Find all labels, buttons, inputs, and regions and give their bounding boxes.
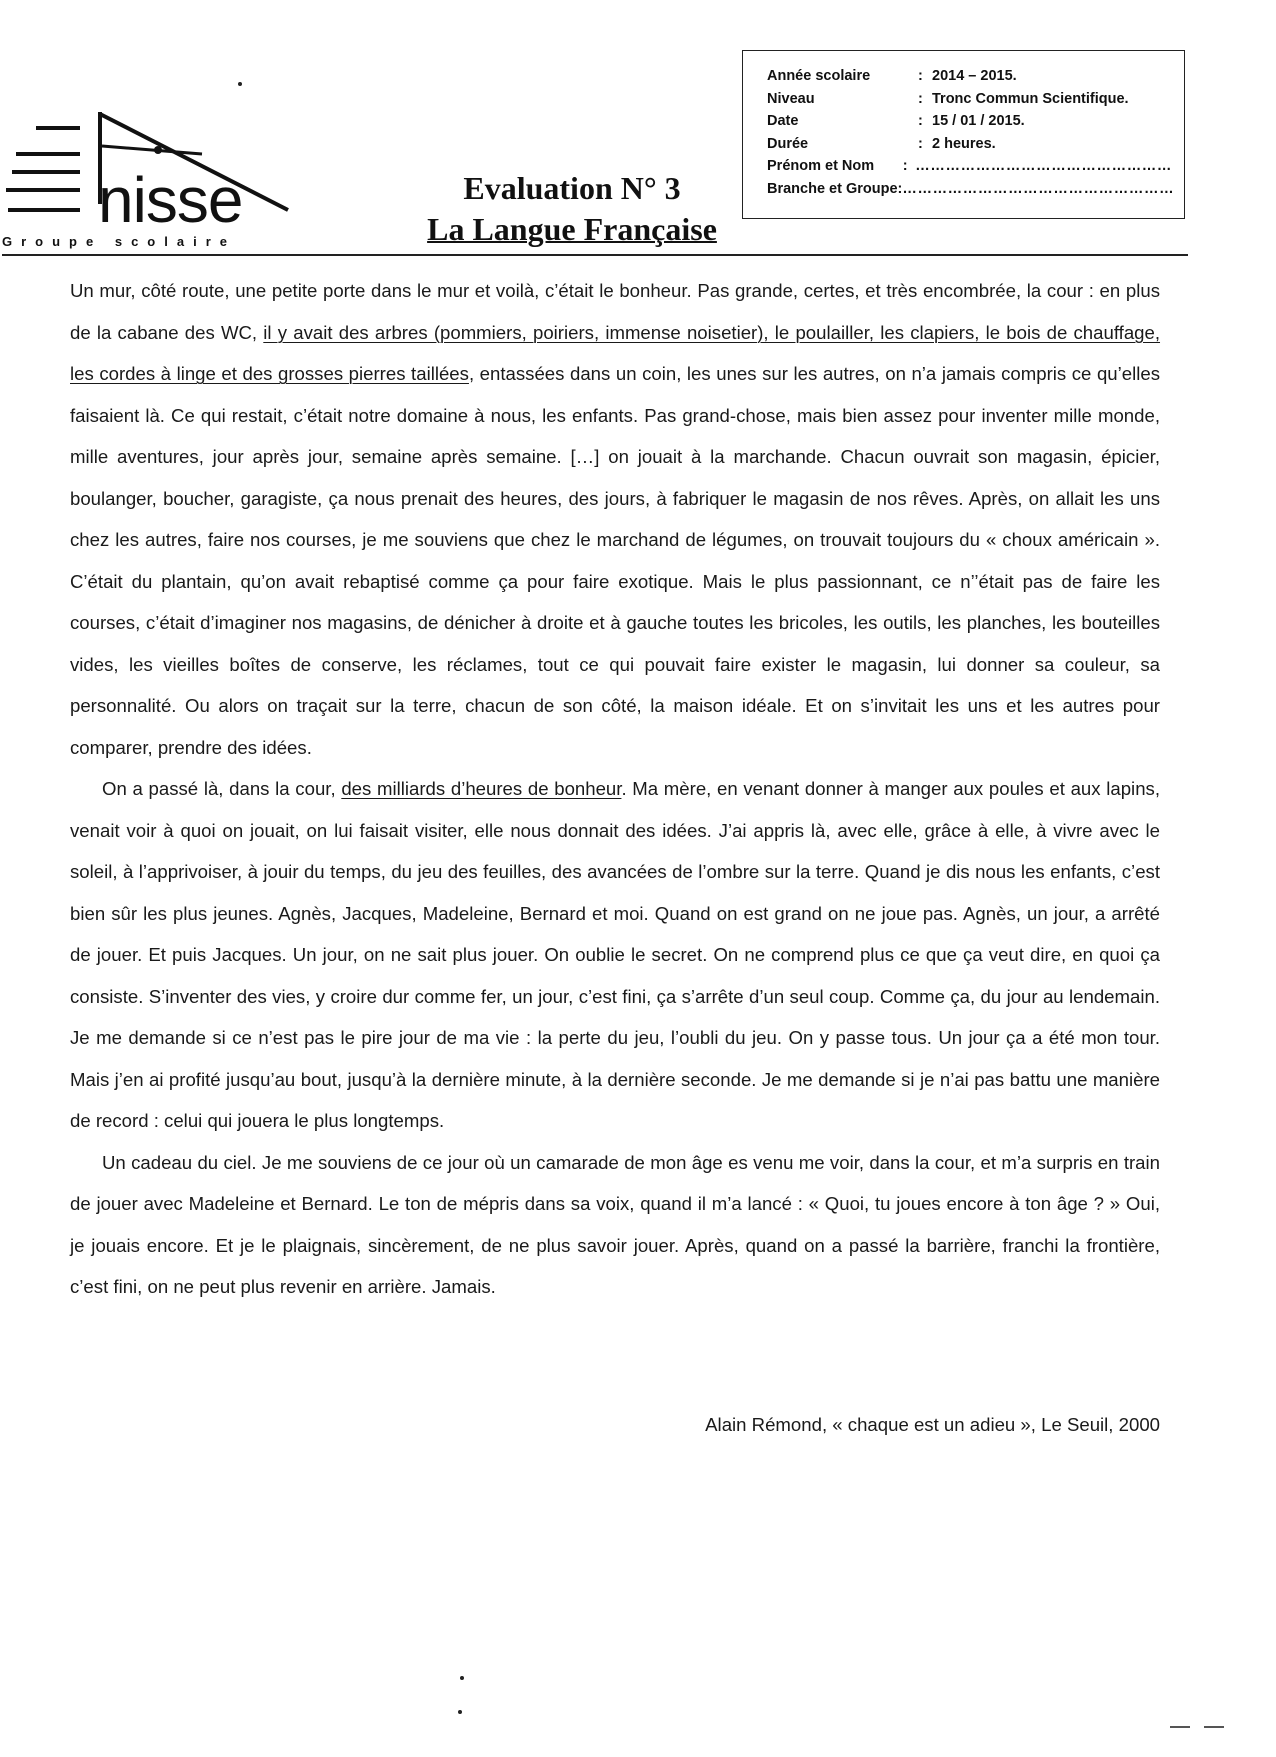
info-row-date: Date : 15 / 01 / 2015. — [767, 110, 1172, 133]
exam-info-box — [742, 50, 1185, 219]
info-row-name: Prénom et Nom : …………………………………………… — [767, 155, 1172, 178]
document-title — [392, 168, 752, 250]
underlined-phrase: des milliards d’heures de bonheur — [341, 778, 622, 799]
reading-passage — [70, 270, 1160, 1308]
header-divider — [2, 254, 1188, 256]
paragraph-1: Un mur, côté route, une petite porte dans le mur et voilà, c’était le bonheur. Pas grande, certes, et très encombrée, la cour : en plus de la cabane des WC, il y avait des arbres (pommiers, poiriers, immense noisetier), le poulailler, les clapiers, le bois de chauffage, les cordes à linge et des grosses pierres taillées, entassées dans un coin, les unes sur les autres, on n’a jamais compris ce qu’elles faisaient là. Ce qui restait, c’était notre domaine à nous, les enfants. Pas grand-chose, mais bien assez pour inventer mille monde, mille aventures, jour après jour, semaine après semaine. […] on jouait à la marchande. Chacun ouvrait son magasin, épicier, boulanger, boucher, garagiste, ça nous prenait des heures, des jours, à fabriquer le magasin de nos rêves. Après, on allait les uns chez les autres, faire nos courses, je me souviens que chez le marchand de légumes, on trouvait toujours du « choux américain ». C’était du plantain, qu’on avait rebaptisé comme ça pour faire exotique. Mais le plus passionnant, ce n’’était pas de faire les courses, c’était d’imaginer nos magasins, de dénicher à droite et à gauche toutes les bricoles, les outils, les planches, les bouteilles vides, les vieilles boîtes de conserve, les réclames, tout ce qui pouvait faire exister le magasin, lui donner sa couleur, sa personnalité. Ou alors on traçait sur la terre, chacun de son côté, la maison idéale. Et on s’invitait les uns et les autres pour comparer, prendre des idées. — [70, 280, 1161, 758]
info-value: 2 heures. — [932, 135, 996, 152]
info-label: Durée — [767, 135, 809, 152]
info-value: 15 / 01 / 2015. — [932, 113, 1025, 130]
underlined-phrase: il y avait des arbres (pommiers, poiriers, immense noisetier), le poulailler, les clapiers, le bois de chauffage, les cordes à linge et des grosses pierres taillées — [70, 321, 1161, 384]
paragraph-3: Un cadeau du ciel. Je me souviens de ce jour où un camarade de mon âge es venu me voir, dans la cour, et m’a surpris en train de jouer avec Madeleine et Bernard. Le ton de mépris dans sa voix, quand il m’a lancé : « Quoi, tu joues encore à ton âge ? » Oui, je jouais encore. Et je le plaignais, sincèrement, de ne plus savoir jouer. Après, quand on a passé la barrière, franchi la frontière, c’est fini, on ne peut plus revenir en arrière. Jamais. — [70, 1151, 1160, 1297]
info-row-level: Niveau : Tronc Commun Scientifique. — [767, 88, 1172, 111]
info-value: 2014 – 2015. — [932, 68, 1017, 84]
info-row-group: Branche et Groupe : ……………………………………………… — [767, 178, 1172, 201]
subject-title: La Langue Française — [427, 211, 717, 247]
school-logo — [2, 112, 302, 252]
scan-speck — [458, 1710, 462, 1714]
info-label: Niveau — [767, 90, 815, 107]
scan-mark — [1204, 1726, 1224, 1728]
paragraph-2: On a passé là, dans la cour, des milliards d’heures de bonheur. Ma mère, en venant donner à manger aux poules et aux lapins, venait voir à quoi on jouait, on lui faisait visiter, elle nous donnait des idées. J’ai appris là, avec elle, grâce à elle, à vivre avec le soleil, à l’apprivoiser, à jouir du temps, du jeu des feuilles, des avancées de l’ombre sur la terre. Quand je dis nous les enfants, c’est bien sûr les plus jeunes. Agnès, Jacques, Madeleine, Bernard et moi. Quand on est grand on ne joue pas. Agnès, un jour, a arrêté de jouer. Et puis Jacques. Un jour, on ne sait plus jouer. On oublie le secret. On ne comprend plus ce que ça veut dire, en quoi ça consiste. S’inventer des vies, y croire dur comme fer, un jour, c’est fini, ça s’arrête d’un seul coup. Comme ça, du jour au lendemain. Je me demande si ce n’est pas le pire jour de ma vie : la perte du jeu, l’oubli du jeu. On y passe tous. Un jour ça a été mon tour. Mais j’en ai profité jusqu’au bout, jusqu’à la dernière minute, à la dernière seconde. Je me demande si je n’ai pas battu une manière de record : celui qui jouera le plus longtemps. — [70, 778, 1160, 1131]
info-label: Branche et Groupe — [767, 180, 898, 197]
scan-speck — [238, 82, 242, 86]
group-field[interactable]: ……………………………………………… — [902, 180, 1175, 197]
info-label: Date — [767, 113, 799, 130]
logo-name: nisse — [98, 164, 243, 236]
scan-mark — [1170, 1726, 1190, 1728]
info-label: Année scolaire — [767, 68, 871, 84]
name-field[interactable]: …………………………………………… — [915, 158, 1172, 175]
info-row-year: Année scolaire : 2014 – 2015. — [767, 65, 1172, 88]
citation: Alain Rémond, « chaque est un adieu », Le Seuil, 2000 — [705, 1414, 1160, 1435]
info-row-duration: Durée : 2 heures. — [767, 133, 1172, 156]
info-label: Prénom et Nom — [767, 158, 875, 175]
logo-subtitle: Groupe scolaire — [2, 234, 236, 249]
scan-speck — [460, 1676, 464, 1680]
info-value: Tronc Commun Scientifique. — [932, 90, 1129, 107]
evaluation-title: Evaluation N° 3 — [463, 170, 681, 206]
